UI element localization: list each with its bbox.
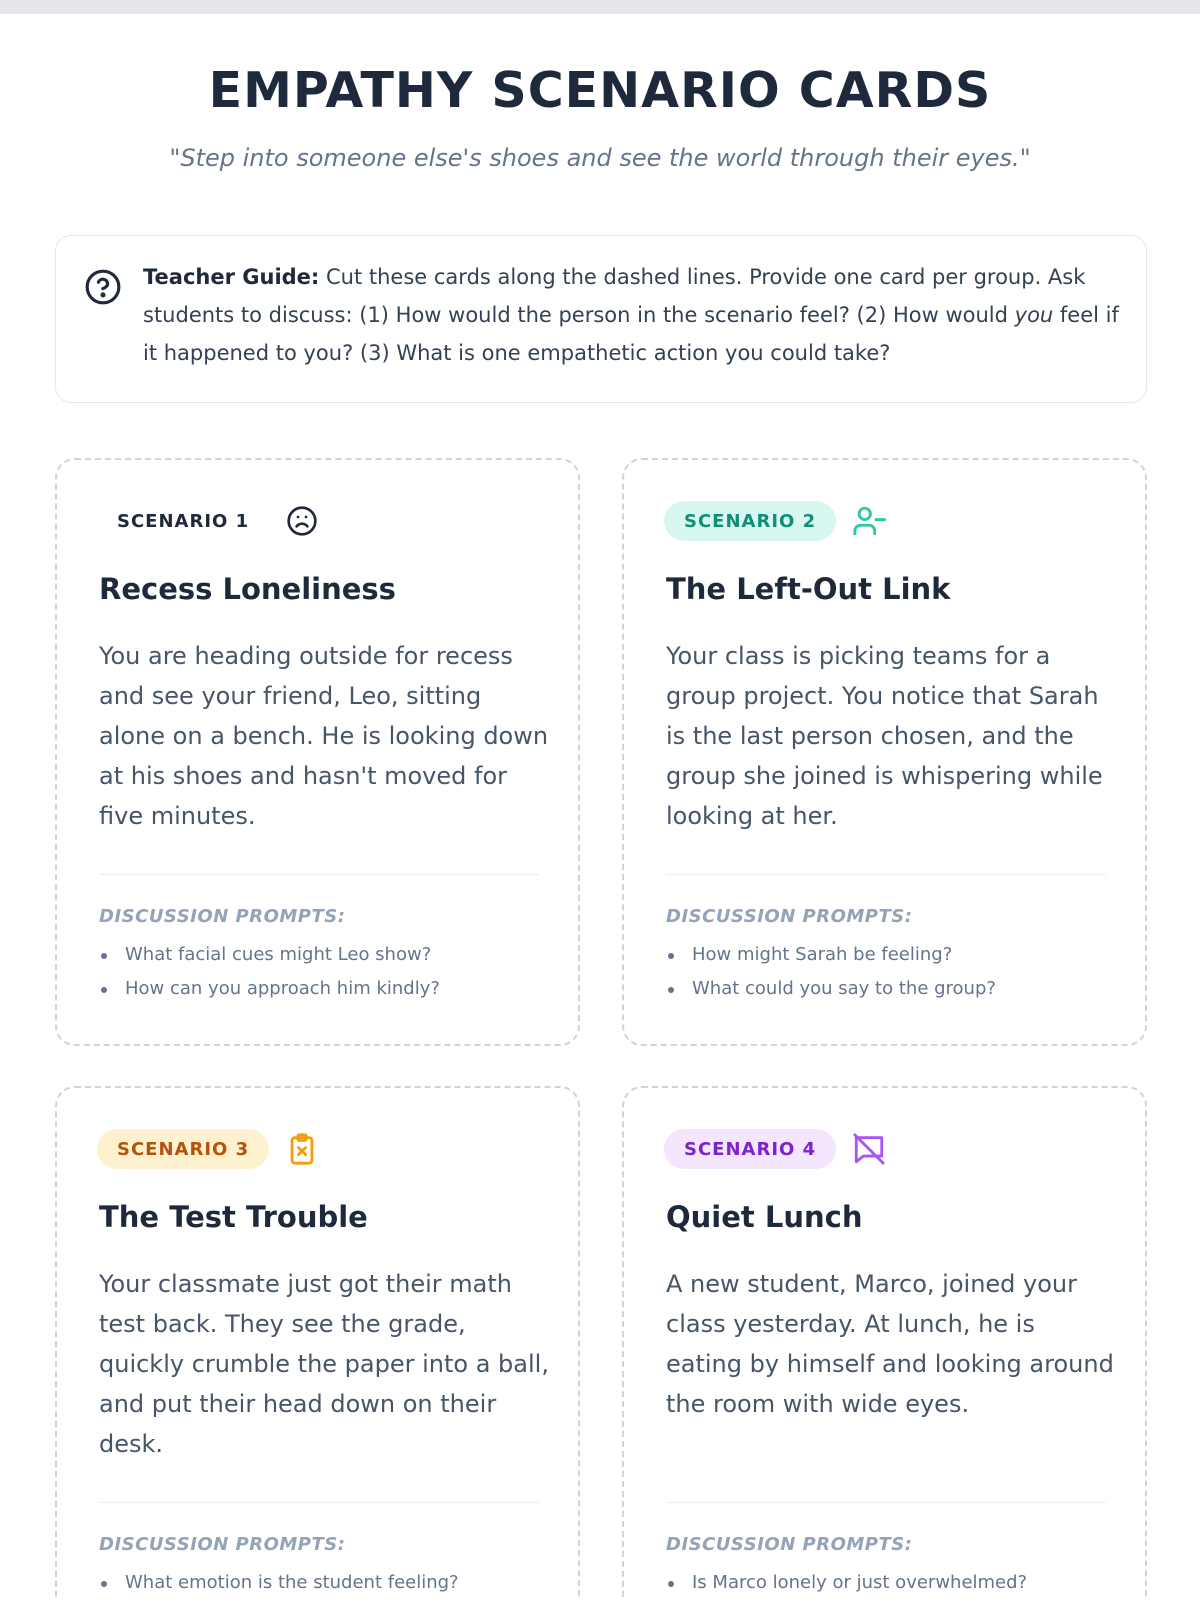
prompts-heading: DISCUSSION PROMPTS: [99, 1534, 346, 1555]
prompt-item: What facial cues might Leo show? [99, 938, 440, 972]
clipboard-x-icon [285, 1132, 319, 1166]
scenario-card-1 [55, 458, 580, 1046]
scenario-badge: SCENARIO 3 [97, 1129, 269, 1169]
card-divider [99, 874, 539, 875]
guide-text-part: Cut these cards along the dashed lines. Provide one card per group. Ask students to discuss: (1) How would the person in the scenario feel? (2) How would [143, 265, 1086, 327]
scenario-card-4 [622, 1086, 1147, 1600]
page-title: EMPATHY SCENARIO CARDS [208, 62, 992, 119]
card-title: The Left-Out Link [666, 572, 951, 606]
scenario-card-2 [622, 458, 1147, 1046]
page-subtitle: "Step into someone else's shoes and see the world through their eyes." [169, 144, 1031, 172]
prompts-list [99, 1566, 459, 1600]
card-title: The Test Trouble [99, 1200, 368, 1234]
card-description: Your classmate just got their math test back. They see the grade, quickly crumble the paper into a ball, and put their head down on their desk. [99, 1270, 549, 1458]
scenario-card-3 [55, 1086, 580, 1600]
teacher-guide-text [143, 258, 1123, 372]
guide-emphasis: you [1014, 303, 1054, 327]
scenario-badge: SCENARIO 4 [664, 1129, 836, 1169]
scenario-badge: SCENARIO 1 [97, 501, 269, 541]
card-description: Your class is picking teams for a group project. You notice that Sarah is the last person chosen, and the group she joined is whispering while looking at her. [666, 642, 1103, 830]
card-divider [99, 1502, 539, 1503]
card-description: You are heading outside for recess and see your friend, Leo, sitting alone on a bench. He is looking down at his shoes and hasn't moved for five minutes. [99, 642, 549, 830]
sad-face-icon [285, 504, 319, 538]
top-bar [0, 0, 1200, 14]
prompts-heading: DISCUSSION PROMPTS: [666, 1534, 913, 1555]
card-description: A new student, Marco, joined your class yesterday. At lunch, he is eating by himself and looking around the room with wide eyes. [666, 1270, 1114, 1418]
card-divider [666, 874, 1106, 875]
prompt-item: What emotion is the student feeling? [99, 1566, 459, 1600]
prompts-list [99, 938, 440, 1006]
teacher-guide [55, 235, 1147, 403]
card-title: Recess Loneliness [99, 572, 396, 606]
guide-text-part: feel if it happened to you? (3) What is one empathetic action you could take? [143, 303, 1119, 365]
card-divider [666, 1502, 1106, 1503]
prompt-item: What could you say to the group? [666, 972, 996, 1006]
prompt-item: How can you approach him kindly? [99, 972, 440, 1006]
prompt-item: How might Sarah be feeling? [666, 938, 996, 972]
scenario-badge: SCENARIO 2 [664, 501, 836, 541]
message-off-icon [852, 1132, 886, 1166]
card-title: Quiet Lunch [666, 1200, 863, 1234]
prompts-list [666, 1566, 1027, 1600]
prompt-item: Is Marco lonely or just overwhelmed? [666, 1566, 1027, 1600]
prompts-heading: DISCUSSION PROMPTS: [666, 906, 913, 927]
prompts-heading: DISCUSSION PROMPTS: [99, 906, 346, 927]
teacher-guide-label: Teacher Guide: [143, 265, 320, 289]
prompts-list [666, 938, 996, 1006]
user-minus-icon [852, 504, 886, 538]
help-circle-icon [84, 268, 122, 306]
